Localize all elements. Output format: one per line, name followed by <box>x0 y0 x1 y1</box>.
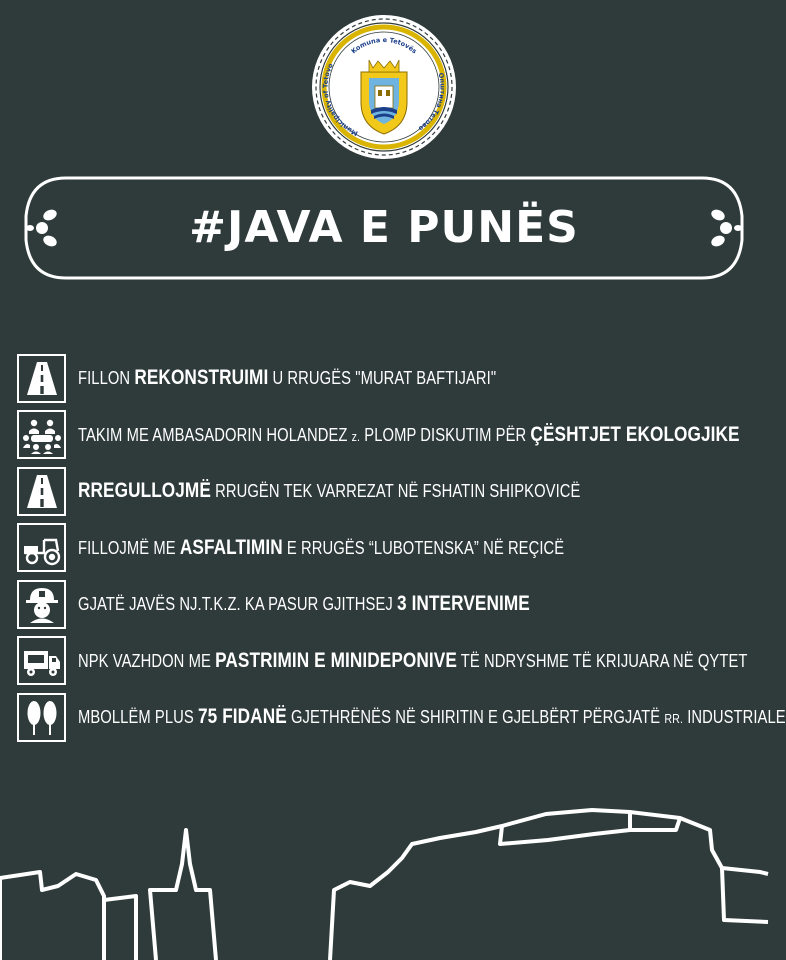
item-text-bold: 3 INTERVENIME <box>397 592 530 615</box>
item-text-run: GJATË JAVËS NJ.T.K.Z. KA PASUR GJITHSEJ <box>78 594 398 614</box>
item-text-run: MBOLLËM PLUS <box>78 707 199 727</box>
list-item <box>17 352 767 404</box>
seal-left-text: Municipality of Tetovo <box>321 62 360 138</box>
item-text-bold: 75 FIDANË <box>198 705 287 728</box>
item-text-run: FILLON <box>78 368 135 388</box>
item-text-run: RRUGËN TEK VARREZAT NË FSHATIN SHIPKOVICË <box>210 481 581 501</box>
city-skyline-illustration <box>0 790 768 960</box>
item-text-run: TAKIM ME AMBASADORIN HOLANDEZ <box>78 424 352 445</box>
firefighter-icon <box>17 580 66 629</box>
item-text <box>78 536 564 560</box>
road-icon <box>17 467 66 516</box>
item-text <box>78 592 530 616</box>
meeting-icon <box>17 410 66 459</box>
item-text-bold: RREGULLOJMË <box>78 479 211 502</box>
item-text-run: RR. <box>664 711 684 726</box>
municipality-seal-logo <box>311 14 457 160</box>
item-text-run: INDUSTRIALE <box>683 707 786 727</box>
item-text-run: FILLOJMË ME <box>78 537 180 558</box>
trees-icon <box>17 693 66 742</box>
item-text-run: z. <box>351 428 361 444</box>
list-item <box>17 578 767 630</box>
seal-top-text: Komuna e Tetovës <box>349 35 419 56</box>
item-text-bold: REKONSTRUIMI <box>134 366 269 389</box>
list-item <box>17 522 767 574</box>
list-item <box>17 691 786 743</box>
list-item <box>17 635 767 687</box>
garbage-truck-icon <box>17 636 66 685</box>
item-text-run: PLOMP DISKUTIM PËR <box>360 424 531 445</box>
item-text <box>78 423 740 447</box>
page-title: #JAVA E PUNËS <box>189 202 579 253</box>
item-text-run: E RRUGËS “LUBOTENSKA” NË REÇICË <box>282 537 565 558</box>
road-icon <box>17 354 66 403</box>
item-text-bold: ÇËSHTJET EKOLOGJIKE <box>530 422 740 446</box>
seal-right-text: Општина Тетово <box>416 72 447 133</box>
item-text-bold: ASFALTIMIN <box>179 535 283 559</box>
item-text <box>78 366 496 390</box>
item-text-run: NPK VAZHDON ME <box>78 650 216 671</box>
item-text <box>78 479 580 503</box>
roller-icon <box>17 523 66 572</box>
list-item <box>17 409 767 461</box>
item-text-run: U RRUGËS "MURAT BAFTIJARI" <box>268 368 497 388</box>
item-text <box>78 649 747 673</box>
item-text-run: TË NDRYSHME TË KRIJUARA NË QYTET <box>456 650 748 671</box>
list-item <box>17 465 767 517</box>
item-text-bold: PASTRIMIN E MINIDEPONIVE <box>215 648 457 672</box>
item-text <box>78 705 786 729</box>
item-text-run: GJETHRËNËS NË SHIRITIN E GJELBËRT PËRGJATË <box>286 707 665 727</box>
work-items-list <box>17 352 786 748</box>
